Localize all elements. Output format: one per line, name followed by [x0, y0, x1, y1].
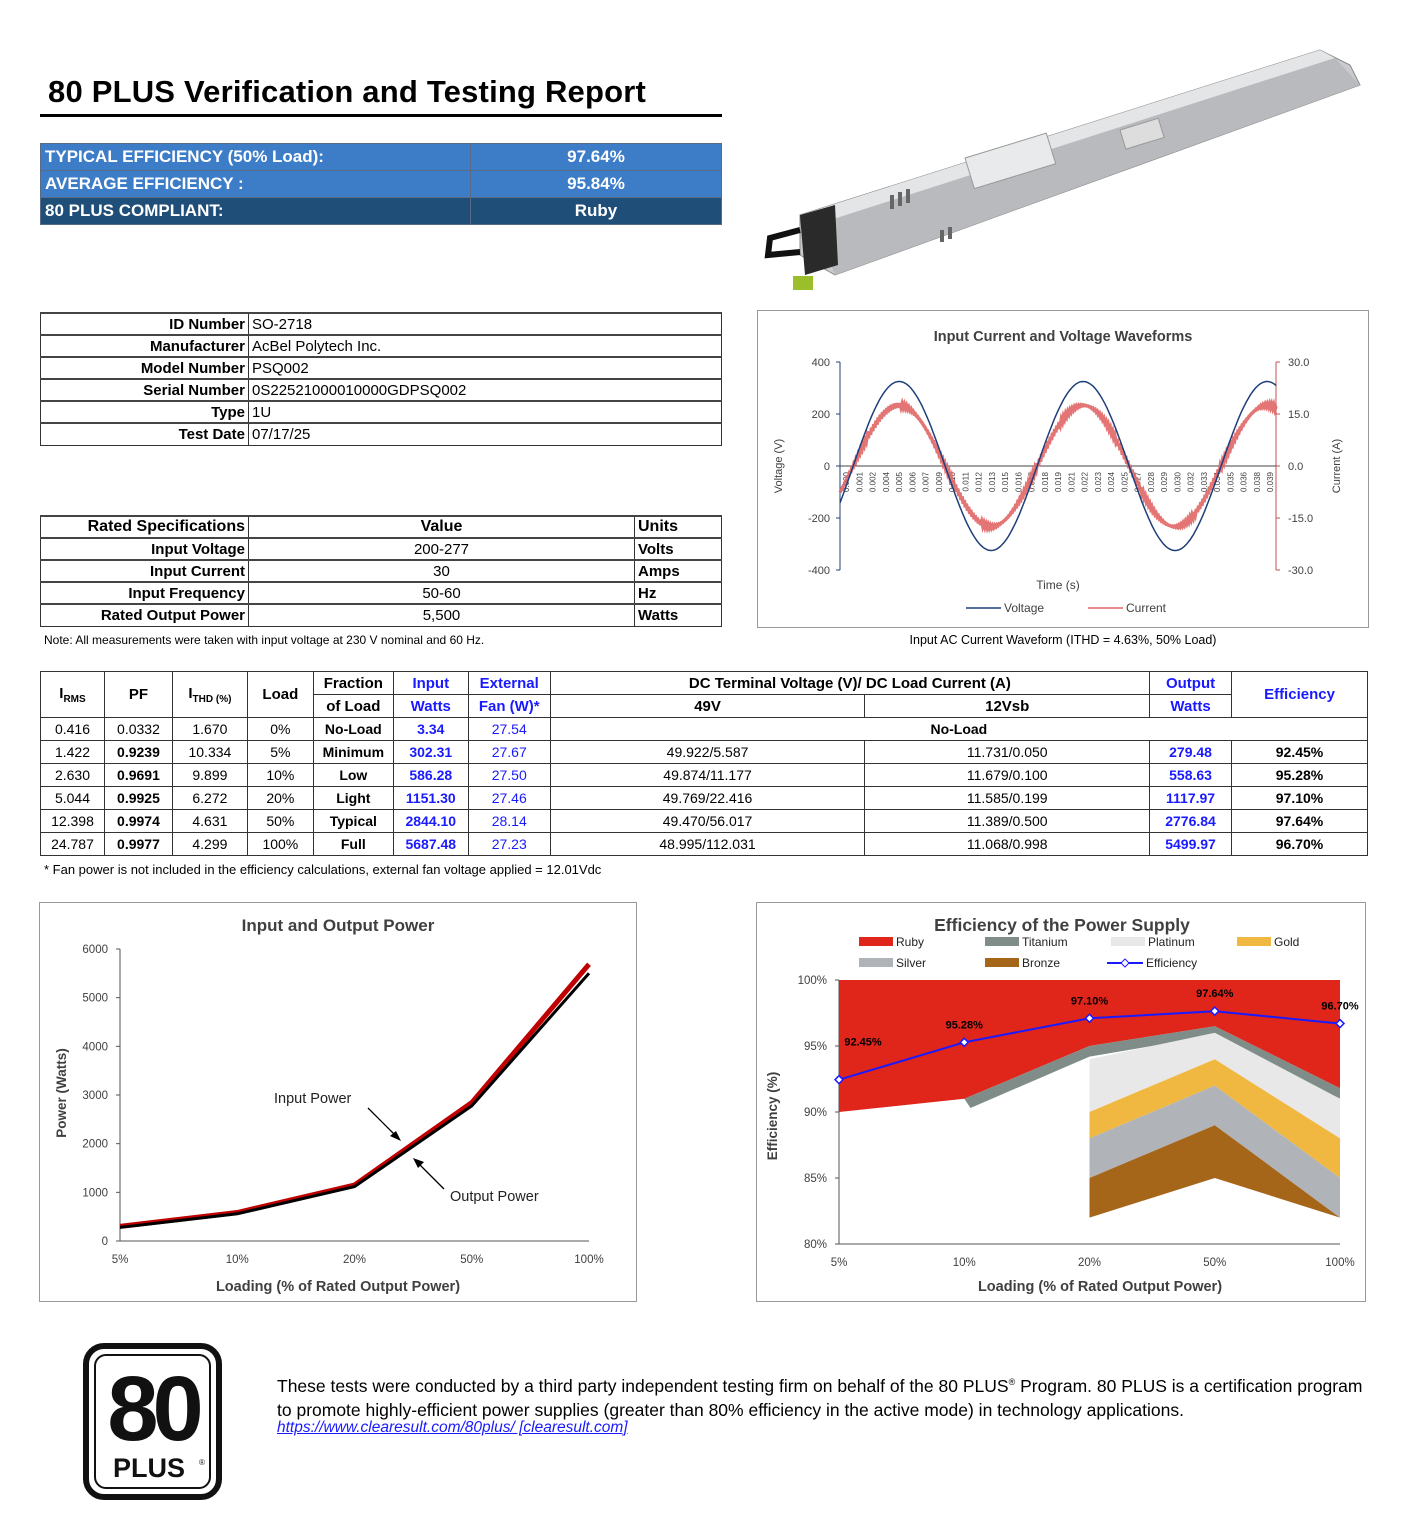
id-value: SO-2718	[249, 313, 722, 335]
cell-pf: 0.9925	[104, 787, 172, 810]
y-tick-label: 80%	[803, 1239, 827, 1251]
title-rule	[40, 114, 722, 117]
rated-header: Value	[249, 516, 635, 538]
rated-value: 5,500	[249, 604, 635, 626]
cell-irms: 2.630	[41, 764, 105, 787]
legend-swatch	[985, 937, 1019, 946]
table-row	[41, 810, 1368, 833]
cell-49v: 49.769/22.416	[550, 787, 865, 810]
x-tick-label: 10%	[952, 1257, 976, 1269]
header-efficiency: Efficiency	[1232, 672, 1368, 718]
x-tick-label: 0.038	[1252, 472, 1262, 493]
id-label: Serial Number	[41, 379, 249, 401]
cell-49v: 49.922/5.587	[550, 741, 865, 764]
measurement-note: Note: All measurements were taken with input voltage at 230 V nominal and 60 Hz.	[44, 633, 485, 647]
rated-row	[41, 604, 722, 626]
id-label: Model Number	[41, 357, 249, 379]
id-row	[41, 313, 722, 335]
y-tick-label: 95%	[803, 1041, 827, 1053]
summary-value: 97.64%	[471, 144, 722, 171]
x-tick-label: 10%	[225, 1254, 249, 1266]
table-row	[41, 741, 1368, 764]
cell-12vsb: 11.389/0.500	[865, 810, 1150, 833]
cell-output: 5499.97	[1150, 833, 1232, 856]
summary-row	[41, 171, 722, 198]
header-input: Input	[393, 672, 468, 695]
rated-row	[41, 538, 722, 560]
x-tick-label: 0.010	[948, 472, 957, 493]
x-tick-label: 20%	[1077, 1257, 1102, 1269]
y-tick-label: 90%	[803, 1107, 827, 1119]
y-tick-label: 400	[811, 357, 830, 369]
cell-fraction: Full	[313, 833, 393, 856]
fan-note: * Fan power is not included in the efficiency calculations, external fan voltage applied = 12.01Vdc	[44, 862, 602, 877]
legend-label: Bronze	[1022, 956, 1061, 970]
x-tick-label: 0.024	[1107, 472, 1116, 493]
cell-input: 586.28	[393, 764, 468, 787]
cell-49v: 49.874/11.177	[550, 764, 865, 787]
x-tick-label: 0.032	[1186, 472, 1196, 493]
x-tick-label: 50%	[460, 1254, 484, 1266]
cell-output: 1117.97	[1150, 787, 1232, 810]
x-tick-label: 0.030	[1173, 472, 1183, 493]
rated-row	[41, 560, 722, 582]
cell-load: 0%	[247, 718, 313, 741]
y-tick-label: 4000	[82, 1041, 108, 1054]
cell-irms: 1.422	[41, 741, 105, 764]
rated-unit: Hz	[635, 582, 722, 604]
table-header-row	[41, 672, 1368, 695]
legend-label: Platinum	[1148, 935, 1195, 949]
cell-output: 2776.84	[1150, 810, 1232, 833]
cell-output: 558.63	[1150, 764, 1232, 787]
y-tick-label: 200	[811, 409, 830, 421]
x-axis-label: Loading (% of Rated Output Power)	[977, 1279, 1223, 1295]
cell-fan: 27.54	[468, 718, 550, 741]
cell-irms: 12.398	[41, 810, 105, 833]
x-tick-label: 0.019	[1054, 472, 1063, 493]
measurement-table	[40, 671, 1368, 856]
cell-load: 50%	[247, 810, 313, 833]
y-tick-label: 0	[823, 461, 830, 473]
cell-output: 279.48	[1150, 741, 1232, 764]
efficiency-data-label: 92.45%	[844, 1036, 882, 1049]
cell-12vsb: 11.679/0.100	[865, 764, 1150, 787]
cell-input: 302.31	[393, 741, 468, 764]
x-tick-label: 0.022	[1080, 472, 1090, 493]
x-tick-label: 0.033	[1199, 472, 1209, 493]
id-value: AcBel Polytech Inc.	[249, 335, 722, 357]
cell-load: 10%	[247, 764, 313, 787]
header-ithd: $I_{THD (\%)}$	[172, 672, 247, 718]
80-plus-logo	[83, 1343, 222, 1500]
cell-fraction: Typical	[313, 810, 393, 833]
cell-pf: 0.9977	[104, 833, 172, 856]
legend-label: Titanium	[1022, 935, 1068, 949]
x-tick-label: 50%	[1203, 1257, 1227, 1269]
header-irms: $I_{RMS}$	[41, 672, 105, 718]
legend-swatch	[1111, 937, 1145, 946]
y2-tick-label: -30.0	[1288, 565, 1314, 577]
cell-fan: 27.67	[468, 741, 550, 764]
id-row	[41, 335, 722, 357]
cell-fraction: Minimum	[313, 741, 393, 764]
waveform-chart	[757, 310, 1369, 628]
efficiency-chart-svg	[757, 903, 1367, 1303]
id-row	[41, 379, 722, 401]
cell-load: 20%	[247, 787, 313, 810]
id-row	[41, 401, 722, 423]
rated-row	[41, 582, 722, 604]
table-row	[41, 833, 1368, 856]
cell-irms: 5.044	[41, 787, 105, 810]
rated-unit: Volts	[635, 538, 722, 560]
id-label: Type	[41, 401, 249, 423]
cell-12vsb: 11.731/0.050	[865, 741, 1150, 764]
y-tick-label: 6000	[82, 944, 108, 956]
id-label: Test Date	[41, 423, 249, 445]
rated-header: Units	[635, 516, 722, 538]
x-tick-label: 0.028	[1146, 472, 1156, 493]
header-12vsb: 12Vsb	[865, 695, 1150, 718]
cell-fan: 27.50	[468, 764, 550, 787]
legend-voltage-label: Voltage	[1004, 601, 1045, 615]
summary-row	[41, 144, 722, 171]
efficiency-data-label: 97.64%	[1196, 988, 1234, 1001]
summary-value: 95.84%	[471, 171, 722, 198]
summary-label: AVERAGE EFFICIENCY :	[41, 171, 471, 198]
cell-fraction: Light	[313, 787, 393, 810]
x-tick-label: 100%	[1325, 1257, 1355, 1269]
cell-ithd: 1.670	[172, 718, 247, 741]
x-tick-label: 5%	[111, 1254, 129, 1266]
rated-value: 50-60	[249, 582, 635, 604]
y-tick-label: 3000	[82, 1090, 108, 1102]
x-tick-label: 0.034	[1213, 472, 1222, 493]
y-axis-label: Efficiency (%)	[765, 1071, 780, 1161]
y2-tick-label: -15.0	[1288, 513, 1314, 525]
efficiency-data-label: 97.10%	[1070, 995, 1109, 1008]
cell-fan: 27.46	[468, 787, 550, 810]
legend-swatch	[859, 937, 893, 946]
x-tick-label: 0.036	[1239, 472, 1249, 493]
id-value: PSQ002	[249, 357, 722, 379]
cell-efficiency: 92.45%	[1232, 741, 1368, 764]
header-load: Load	[247, 672, 313, 718]
x-axis-label: Time (s)	[1036, 578, 1080, 592]
svg-text:®: ®	[199, 1458, 205, 1467]
cell-ithd: 9.899	[172, 764, 247, 787]
cell-49v: 49.470/56.017	[550, 810, 865, 833]
legend-label: Silver	[896, 956, 927, 970]
cell-ithd: 4.631	[172, 810, 247, 833]
y2-tick-label: 15.0	[1288, 409, 1310, 421]
rated-header-row	[41, 516, 722, 538]
cell-efficiency: 95.28%	[1232, 764, 1368, 787]
rated-label: Rated Output Power	[41, 604, 249, 626]
annotation-output-power: Output Power	[450, 1189, 539, 1205]
y-tick-label: 0	[101, 1236, 108, 1248]
x-tick-label: 0.013	[987, 472, 997, 493]
cell-fan: 27.23	[468, 833, 550, 856]
x-tick-label: 0.007	[921, 472, 931, 493]
header-49v: 49V	[550, 695, 865, 718]
rated-unit: Amps	[635, 560, 722, 582]
efficiency-data-label: 96.70%	[1321, 1000, 1359, 1013]
legend-swatch	[1237, 937, 1271, 946]
summary-label: 80 PLUS COMPLIANT:	[41, 198, 471, 225]
y-axis-label: Voltage (V)	[773, 438, 785, 494]
legend-marker	[1121, 959, 1129, 967]
annotation-input-power: Input Power	[274, 1091, 352, 1107]
x-tick-label: 0.012	[974, 472, 984, 493]
rated-label: Input Frequency	[41, 582, 249, 604]
rated-header: Rated Specifications	[41, 516, 249, 538]
footer-text-2: Program. 80 PLUS is a certification program to promote highly-efficient power supplies (greater than 80% efficiency in the active mode) in technology applications.	[277, 1375, 1363, 1420]
power-supply-image	[760, 40, 1370, 295]
y-tick-label: -200	[807, 513, 830, 525]
id-row	[41, 357, 722, 379]
header-ext: External	[468, 672, 550, 695]
chart-title: Efficiency of the Power Supply	[934, 915, 1190, 935]
x-tick-label: 0.009	[934, 472, 944, 493]
cell-input: 3.34	[393, 718, 468, 741]
footer-text: These tests were conducted by a third party independent testing firm on behalf of the 80 PLUS® Program. 80 PLUS is a certification program to promote highly-efficient power supplies (greater than 80% efficiency in the active mode) in technology applications.	[277, 1375, 1363, 1420]
x-tick-label: 0.002	[868, 472, 878, 493]
summary-value: Ruby	[471, 198, 722, 225]
y-tick-label: 1000	[82, 1187, 108, 1200]
legend-current-label: Current	[1126, 601, 1167, 615]
x-tick-label: 0.015	[1001, 472, 1010, 493]
table-row	[41, 718, 1368, 741]
id-value: 0S22521000010000GDPSQ002	[249, 379, 722, 401]
header-output: Output	[1150, 672, 1232, 695]
y2-tick-label: 0.0	[1288, 461, 1304, 473]
logo-word: PLUS	[112, 1453, 186, 1483]
legend-swatch	[985, 958, 1019, 967]
efficiency-chart	[756, 902, 1366, 1302]
header-fraction: Fraction	[313, 672, 393, 695]
cell-input: 5687.48	[393, 833, 468, 856]
footer-link[interactable]: https://www.clearesult.com/80plus/ [clearesult.com]	[277, 1419, 628, 1436]
chart-title: Input Current and Voltage Waveforms	[933, 329, 1193, 345]
rated-value: 200-277	[249, 538, 635, 560]
x-tick-label: 20%	[342, 1254, 367, 1266]
x-tick-label: 0.000	[842, 472, 851, 493]
power-chart	[39, 902, 637, 1302]
footer-text-1: These tests were conducted by a third party independent testing firm on behalf of the 80 PLUS	[277, 1375, 1009, 1396]
header-output-2: Watts	[1150, 695, 1232, 718]
summary-table	[40, 143, 722, 225]
y-tick-label: 5000	[82, 992, 108, 1005]
header-pf: PF	[104, 672, 172, 718]
cell-input: 1151.30	[393, 787, 468, 810]
cell-49v: 48.995/112.031	[550, 833, 865, 856]
x-tick-label: 0.025	[1120, 472, 1130, 493]
x-tick-label: 0.011	[961, 472, 971, 492]
cell-fan: 28.14	[468, 810, 550, 833]
cell-irms: 0.416	[41, 718, 105, 741]
rated-value: 30	[249, 560, 635, 582]
x-tick-label: 0.001	[855, 472, 865, 493]
cell-load: 5%	[247, 741, 313, 764]
cell-fraction: Low	[313, 764, 393, 787]
y-tick-label: -400	[807, 565, 830, 577]
x-tick-label: 0.039	[1266, 472, 1275, 493]
cell-efficiency: 97.10%	[1232, 787, 1368, 810]
x-tick-label: 0.004	[881, 472, 891, 493]
efficiency-data-label: 95.28%	[945, 1019, 983, 1032]
id-row	[41, 423, 722, 445]
cell-pf: 0.0332	[104, 718, 172, 741]
x-tick-label: 0.027	[1133, 472, 1143, 493]
summary-row	[41, 198, 722, 225]
waveform-chart-svg	[758, 311, 1370, 629]
table-row	[41, 787, 1368, 810]
cell-ithd: 4.299	[172, 833, 247, 856]
rated-label: Input Voltage	[41, 538, 249, 560]
y-tick-label: 85%	[803, 1173, 827, 1185]
id-label: ID Number	[41, 313, 249, 335]
cell-pf: 0.9239	[104, 741, 172, 764]
x-tick-label: 0.017	[1027, 472, 1037, 493]
cell-load: 100%	[247, 833, 313, 856]
header-fraction-2: of Load	[313, 695, 393, 718]
waveform-caption: Input AC Current Waveform (ITHD = 4.63%, 50% Load)	[909, 633, 1217, 647]
cell-irms: 24.787	[41, 833, 105, 856]
cell-ithd: 10.334	[172, 741, 247, 764]
header-dc: DC Terminal Voltage (V)/ DC Load Current (A)	[550, 672, 1149, 695]
cell-pf: 0.9691	[104, 764, 172, 787]
x-tick-label: 5%	[830, 1257, 848, 1269]
x-tick-label: 0.021	[1067, 472, 1077, 493]
cell-noload: No-Load	[550, 718, 1367, 741]
cell-ithd: 6.272	[172, 787, 247, 810]
x-tick-label: 100%	[574, 1254, 604, 1266]
cell-efficiency: 97.64%	[1232, 810, 1368, 833]
x-tick-label: 0.029	[1160, 472, 1169, 493]
y-axis-label: Power (Watts)	[54, 1048, 69, 1138]
chart-title: Input and Output Power	[241, 916, 435, 935]
y2-axis-label: Current (A)	[1331, 438, 1343, 494]
cell-pf: 0.9974	[104, 810, 172, 833]
y2-tick-label: 30.0	[1288, 357, 1310, 369]
rated-spec-table	[40, 515, 722, 627]
id-value: 1U	[249, 401, 722, 423]
y-tick-label: 100%	[797, 975, 827, 987]
cell-12vsb: 11.068/0.998	[865, 833, 1150, 856]
table-row	[41, 764, 1368, 787]
cell-input: 2844.10	[393, 810, 468, 833]
summary-label: TYPICAL EFFICIENCY (50% Load):	[41, 144, 471, 171]
x-axis-label: Loading (% of Rated Output Power)	[215, 1279, 461, 1295]
legend-swatch	[859, 958, 893, 967]
cell-efficiency: 96.70%	[1232, 833, 1368, 856]
x-tick-label: 0.005	[895, 472, 904, 493]
rated-label: Input Current	[41, 560, 249, 582]
x-tick-label: 0.006	[908, 472, 918, 493]
legend-label: Efficiency	[1146, 956, 1198, 970]
rated-unit: Watts	[635, 604, 722, 626]
x-tick-label: 0.016	[1014, 472, 1024, 493]
legend-label: Ruby	[896, 935, 925, 949]
x-tick-label: 0.018	[1040, 472, 1050, 493]
page-title: 80 PLUS Verification and Testing Report	[48, 74, 647, 109]
id-table	[40, 312, 722, 446]
header-input-2: Watts	[393, 695, 468, 718]
x-tick-label: 0.035	[1226, 472, 1236, 493]
power-chart-svg	[40, 903, 638, 1303]
cell-12vsb: 11.585/0.199	[865, 787, 1150, 810]
cell-fraction: No-Load	[313, 718, 393, 741]
id-label: Manufacturer	[41, 335, 249, 357]
logo-number: 80	[107, 1358, 198, 1460]
x-tick-label: 0.023	[1093, 472, 1103, 493]
id-value: 07/17/25	[249, 423, 722, 445]
y-tick-label: 2000	[82, 1138, 108, 1151]
header-ext-2: Fan (W)*	[468, 695, 550, 718]
legend-label: Gold	[1274, 935, 1300, 949]
